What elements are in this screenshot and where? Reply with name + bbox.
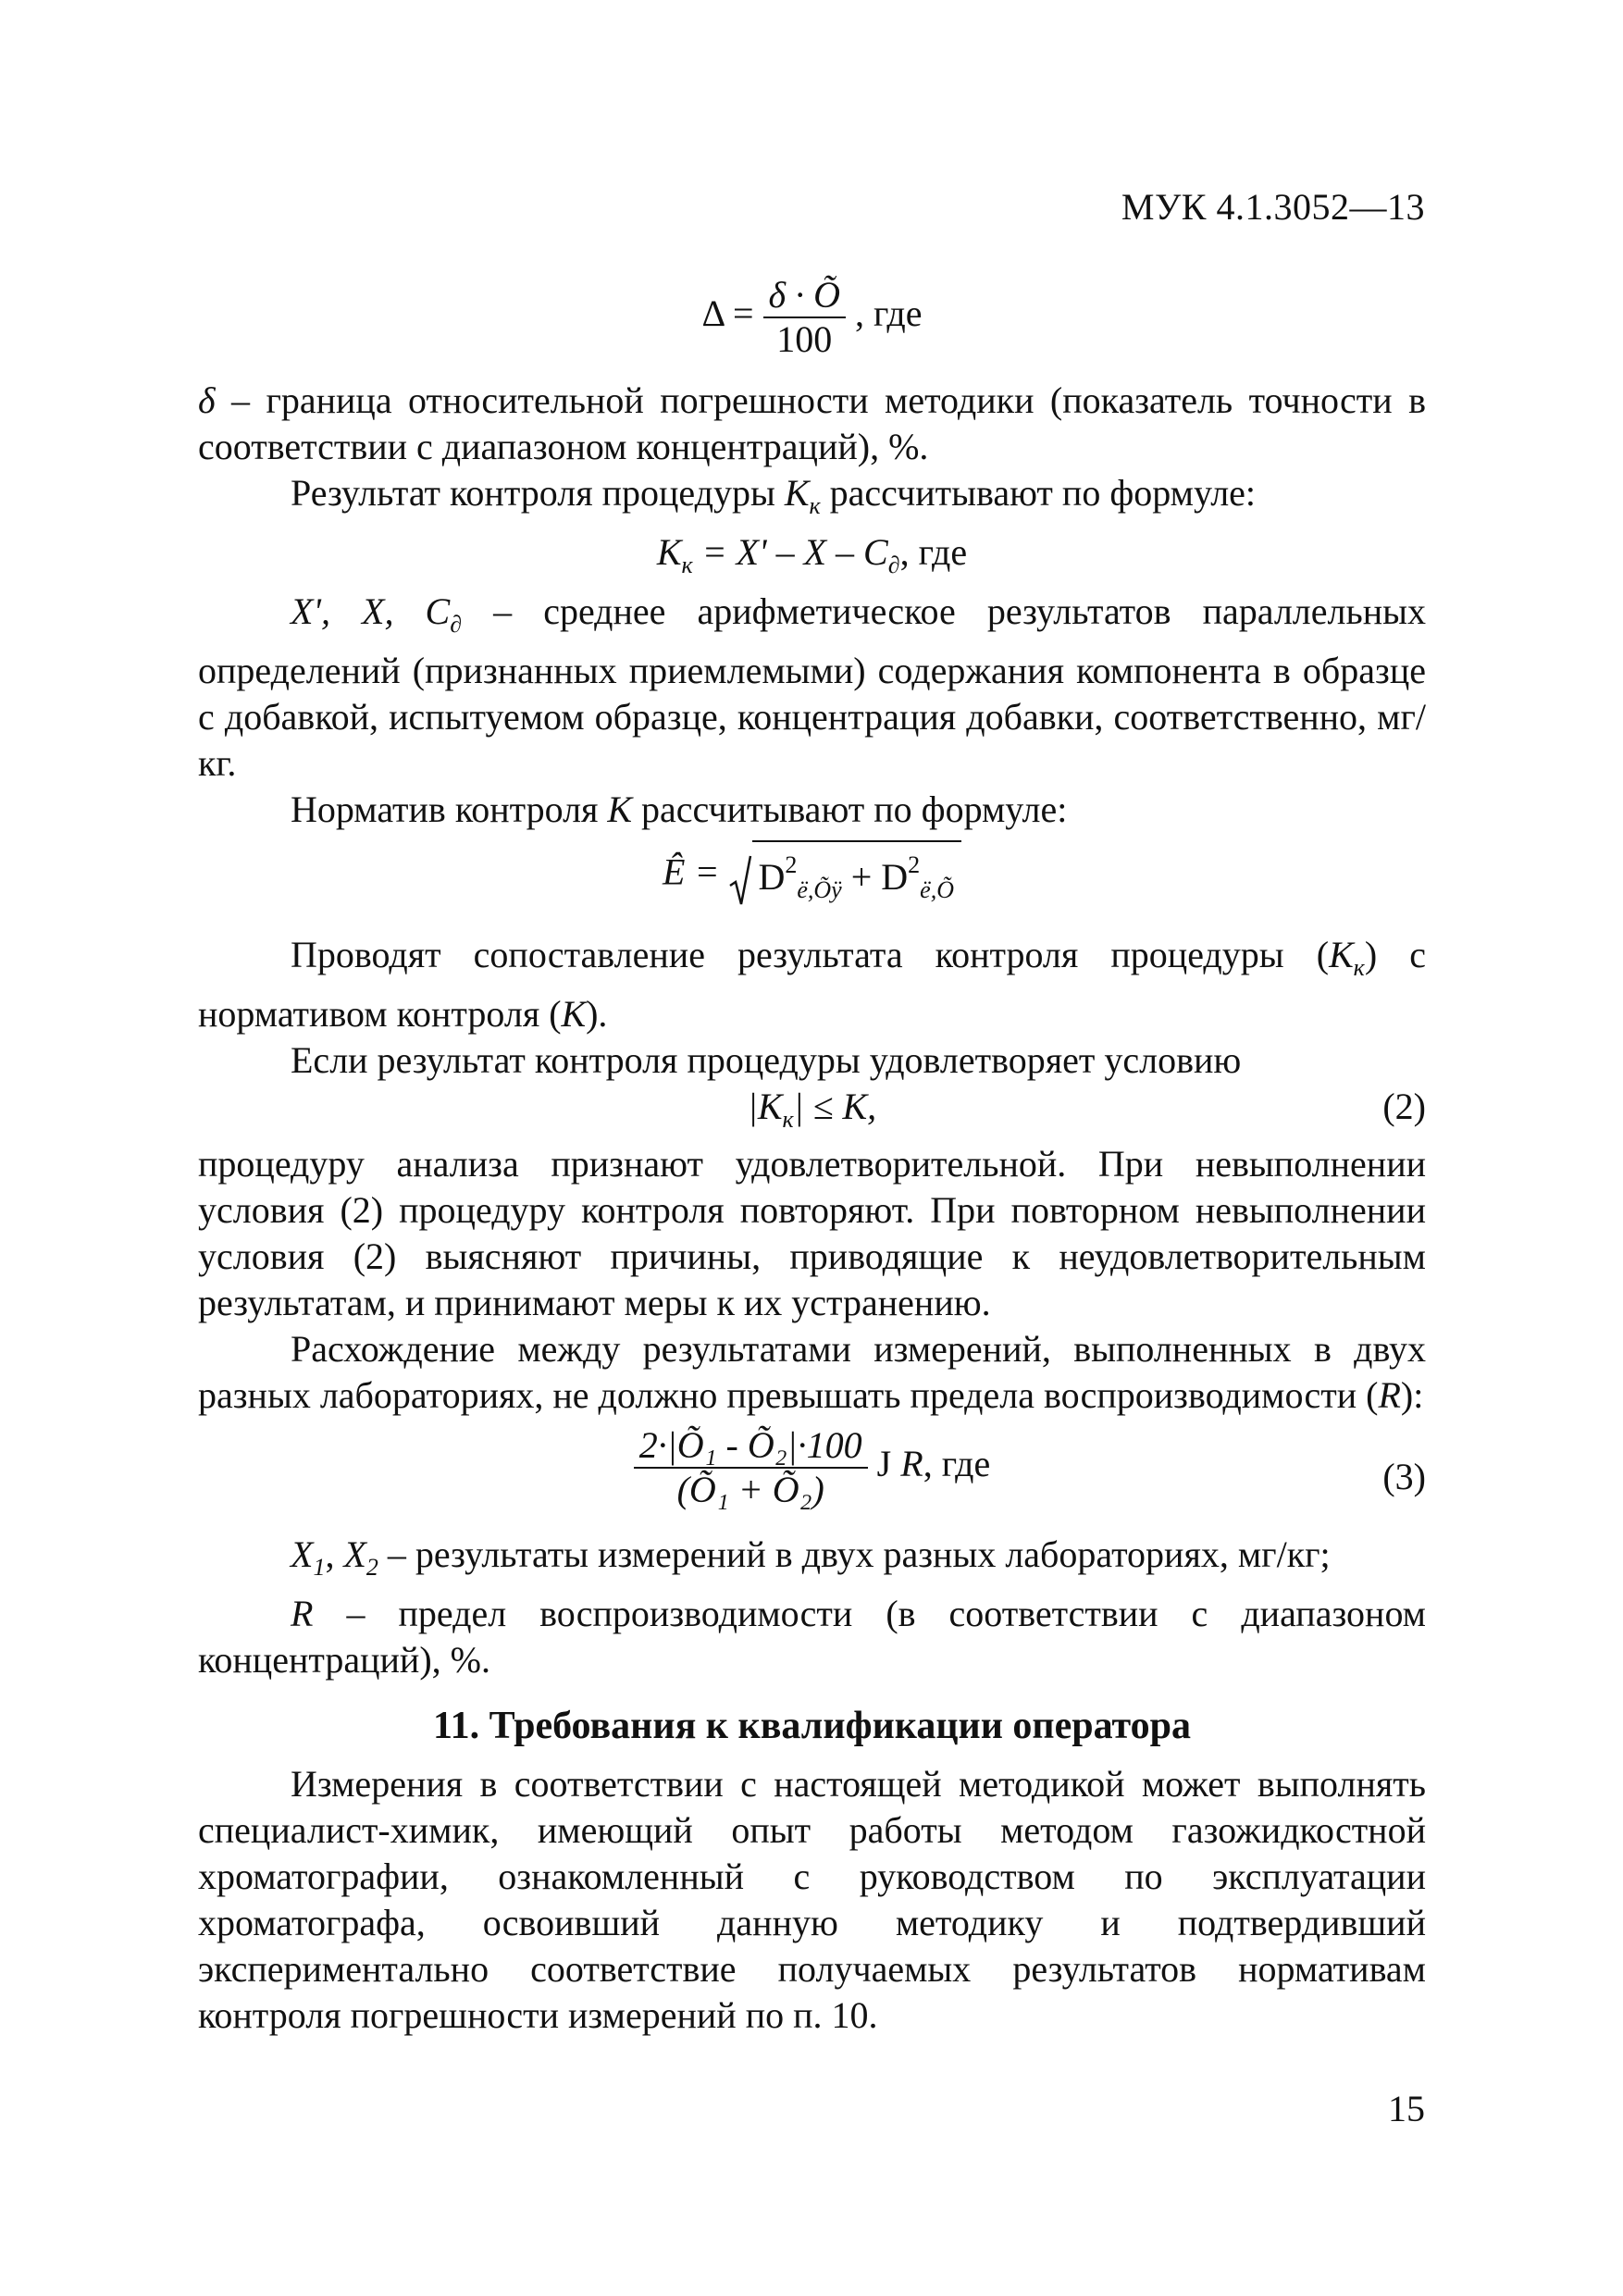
formula-3-rhs: R — [900, 1443, 923, 1485]
formula-3-relation: J — [876, 1443, 892, 1485]
formula-3 — [198, 1424, 1426, 1532]
formula-kk-symbol: К — [656, 531, 682, 573]
compare-kk-sub: к — [1353, 954, 1365, 981]
sqrt-radicand — [752, 840, 961, 912]
formula-3-numerator: 2·|Õ₁ - Õ₂|·100 — [634, 1424, 868, 1469]
formula-delta-lhs: Δ = — [701, 292, 754, 335]
formula-delta-fraction — [763, 274, 846, 361]
paragraph-compare — [198, 932, 1426, 1037]
paragraph-kk-intro — [198, 470, 1426, 529]
d1-sub: ë,Õÿ — [797, 876, 842, 903]
kk-symbol: К — [784, 472, 810, 514]
paragraph-section-body: Измерения в соответствии с настоящей методикой может выполнять специалист-химик, имеющий опыт работы методом газожидкостной хроматографии, ознакомленный с руководством по эксплуатации хроматографа, освоивший данную методику и подтвердивший экспериментально соответствие получаемых результатов нормативам контроля погрешности измерений по п. 10. — [198, 1763, 1426, 2036]
formula-3-suffix: , где — [923, 1443, 991, 1485]
sqrt-icon — [728, 854, 752, 908]
vars-symbols: X', X, C — [291, 590, 451, 632]
d2-sup: 2 — [908, 851, 921, 878]
compare-k: К — [561, 993, 587, 1035]
plus-sign: + — [850, 856, 873, 898]
delta-symbol: δ — [198, 379, 216, 421]
formula-3-denominator: (Õ₁ + Õ₂) — [676, 1469, 824, 1510]
vars-subscript: ∂ — [450, 611, 463, 638]
formula-3-fraction — [634, 1424, 868, 1511]
formula-2-rhs: | ≤ К, — [793, 1086, 877, 1127]
document-code: МУК 4.1.3052—13 — [1121, 186, 1425, 228]
paragraph-x12-definition: $X_1$, $X_2$ – результаты измерений в двух разных лабораториях, мг/кг; — [291, 1533, 1331, 1581]
d2-sub: ë,Õ — [920, 876, 954, 903]
repro-r: R — [1378, 1374, 1401, 1416]
d2-symbol: D — [881, 856, 909, 898]
norm-symbol: К — [607, 788, 632, 830]
page-content — [198, 274, 1426, 2039]
sqrt-sign — [728, 840, 961, 912]
paragraph-vars-definition — [198, 589, 1426, 787]
formula-kk-body: = X' – X – C — [692, 531, 888, 573]
compare-kk: К — [1329, 934, 1354, 975]
vars-definition: – среднее арифметическое результатов параллельных определений (признанных приемлемыми) содержания компонента в образце с добавкой, испытуемом образце, концентрация добавки, соответственно, мг/кг. — [198, 590, 1426, 784]
formula-kk-suffix: , где — [899, 531, 968, 573]
paragraph-r-definition — [198, 1591, 1426, 1683]
compare-text-c: ). — [586, 993, 608, 1035]
kk-intro-text: Результат контроля процедуры — [291, 472, 785, 514]
formula-2-number: (2) — [1382, 1086, 1426, 1127]
norm-intro-end: рассчитывают по формуле: — [631, 788, 1068, 830]
formula-3-number: (3) — [1382, 1456, 1426, 1497]
compare-text-a: Проводят сопоставление результата контроля процедуры ( — [291, 934, 1330, 975]
kk-intro-end: рассчитывают по формуле: — [820, 472, 1257, 514]
d1-symbol: D — [758, 856, 786, 898]
formula-kk-sub: к — [681, 552, 693, 578]
formula-norm-lhs: Ê = — [663, 850, 720, 893]
paragraph-delta-definition — [198, 378, 1426, 470]
formula-norm — [198, 840, 1426, 912]
formula-delta-numerator: δ · Õ — [763, 274, 846, 318]
paragraph-condition-intro: Если результат контроля процедуры удовлетворяет условию — [291, 1039, 1242, 1081]
r-definition: – предел воспроизводимости (в соответствии с диапазоном концентраций), %. — [198, 1593, 1426, 1681]
x1-symbol: X — [291, 1533, 314, 1575]
section-title: 11. Требования к квалификации оператора — [433, 1705, 1191, 1747]
d1-sup: 2 — [785, 851, 798, 878]
norm-intro-text: Норматив контроля — [291, 788, 608, 830]
repro-text: Расхождение между результатами измерений, выполненных в двух разных лабораториях, не должно превышать предела воспроизводимости ( — [198, 1328, 1426, 1416]
r-symbol: R — [291, 1593, 314, 1634]
formula-2-sub: к — [782, 1106, 794, 1133]
formula-2-lhs: |К — [747, 1086, 783, 1127]
formula-kk — [198, 529, 1426, 589]
kk-subscript: к — [809, 492, 821, 519]
x12-definition: – результаты измерений в двух разных лабораториях, мг/кг; — [378, 1533, 1331, 1575]
formula-delta-suffix: , где — [855, 292, 923, 335]
paragraph-condition-result: процедуру анализа признают удовлетворительной. При невыполнении условия (2) процедуру контроля повторяют. При повторном невыполнении условия (2) выясняют причины, приводящие к неудовлетворительным результатам, и принимают меры к их устранению. — [198, 1143, 1426, 1323]
formula-delta — [198, 274, 1426, 361]
formula-kk-body-sub: ∂ — [887, 552, 900, 578]
paragraph-norm-intro — [198, 787, 1426, 833]
compare-text-b: ) с нормативом контроля ( — [198, 934, 1426, 1035]
x2-symbol: X — [343, 1533, 366, 1575]
repro-end: ): — [1400, 1374, 1424, 1416]
formula-delta-denominator: 100 — [776, 318, 833, 360]
delta-definition: – граница относительной погрешности методики (показатель точности в соответствии с диапазоном концентраций), %. — [198, 379, 1426, 467]
page-number: 15 — [1388, 2088, 1425, 2129]
formula-2 — [198, 1084, 1426, 1141]
paragraph-reproducibility — [198, 1326, 1426, 1419]
